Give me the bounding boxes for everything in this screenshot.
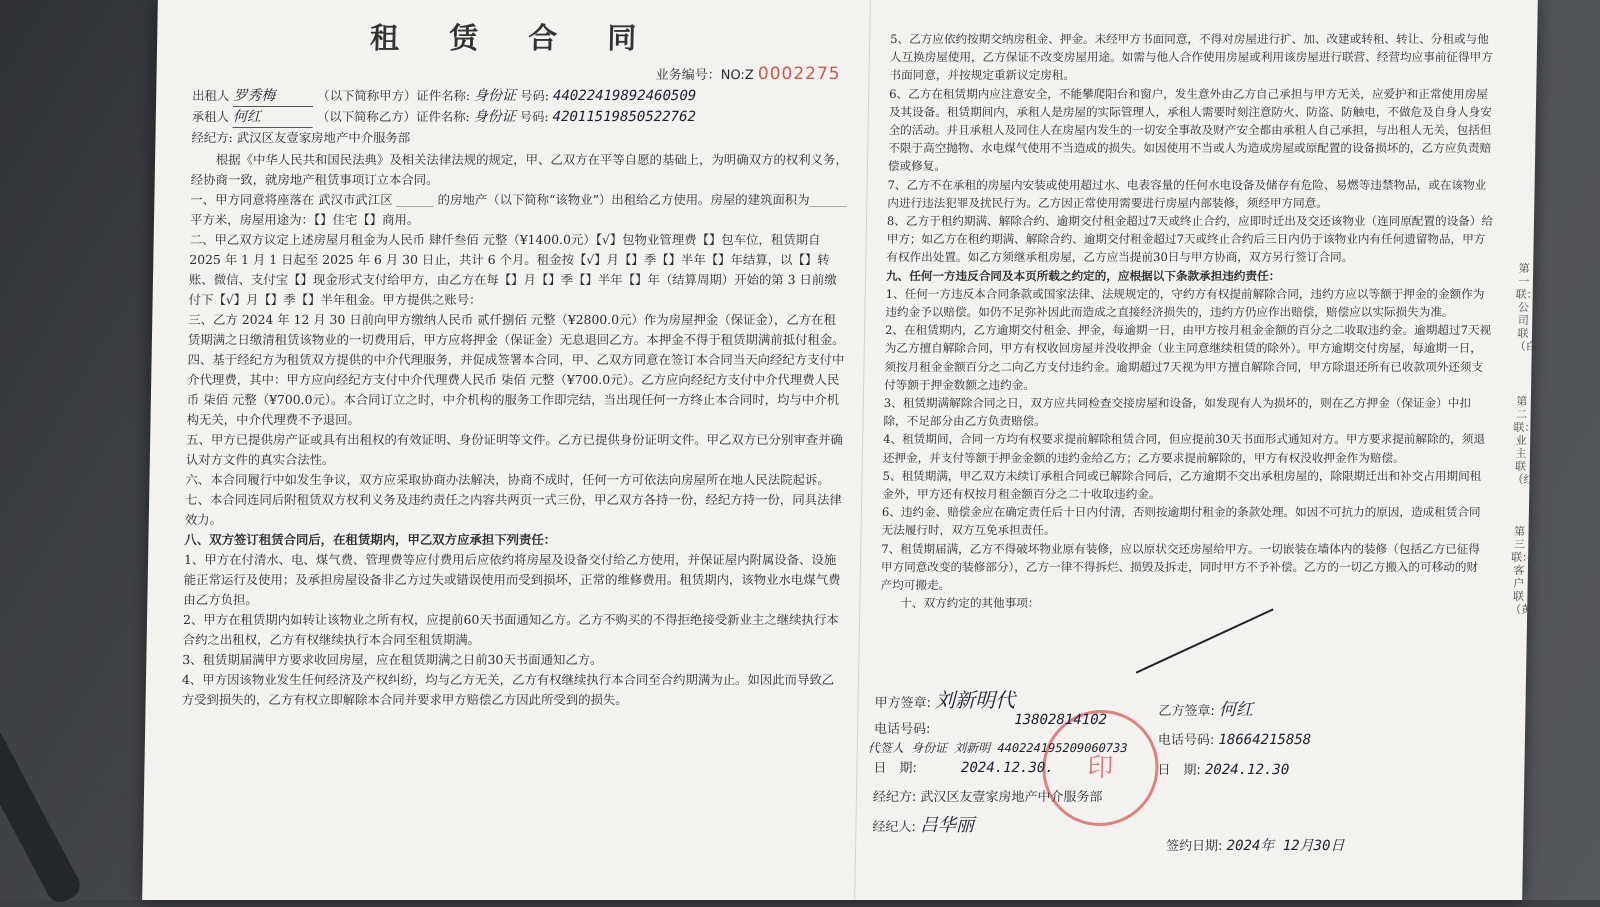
agent-sign-name: 武汉区友壹家房地产中介服务部: [920, 790, 1103, 805]
clause-9-5: 5、租赁期满，甲乙双方未续订承租合同或已解除合同后，乙方逾期不交出承租房屋的，除限期迁出和补交占用期间租金外，甲方还有权按月租金额百分之二十收取违约金。: [882, 468, 1482, 502]
clause-9-3: 3、租赁期满解除合同之日，双方应共同检查交接房屋和设备，如发现有人为损坏的，则在乙方押金（保证金）中扣除，不足部分由乙方负责赔偿。: [883, 396, 1472, 429]
company-stamp: 印: [1041, 710, 1159, 826]
party-a-proxy-note: 代签人 身份证 刘新明 440224195209060733: [867, 741, 1128, 755]
agent-row: [191, 128, 851, 148]
lessor-suffix: （以下简称甲方）证件名称:: [317, 88, 471, 103]
copy-label-3: 第三联：客户联（黄）: [1510, 525, 1544, 616]
contract-title: 租 赁 合 同: [369, 21, 657, 55]
business-number: [656, 64, 841, 84]
party-b-phone-row: [1158, 730, 1312, 751]
clause-2: 二、甲乙双方议定上述房屋月租金为人民币 肆仟叁佰 元整（¥1400.0元）【√】包物业管理费【】包车位，租赁期自 2025 年 1 月 1 日起至 2025 年 6 月 30 日止，共计 6 个月。租金按【√】月【】季【】半年【】年结算，以【】转账、微信、支付宝【】现金形式支付给甲方，由乙方在每【】月【】季【】半年【】年（结算周期）开始的第 3 日前缴付下【√】月【】季【】半年租金。甲方提供之账号：: [188, 232, 837, 307]
clause-9-7: 7、租赁期届满，乙方不得破坏物业原有装修，应以原状交还房屋给甲方。一切嵌装在墙体内的装修（包括乙方已征得甲方同意改变的装修部分），乙方一律不得拆烂、损毁及拆走，同时甲方不予补偿。乙方的一切乙方搬入的可移动的财产均可搬走。: [880, 541, 1481, 593]
clause-10: 十、双方约定的其他事项：: [900, 596, 1040, 611]
lessor-no-label: 号码:: [519, 88, 550, 103]
clause-5: 五、甲方已提供房产证或具有出租权的有效证明、身份证明等文件。乙方已提供身份证明文件。甲乙双方已分别审查并确认对方文件的真实合法性。: [185, 432, 844, 467]
party-a-phone: 13802814102: [1014, 712, 1108, 728]
lessee-no-label: 号码:: [519, 109, 549, 124]
lessee-id: 42011519850522762: [552, 109, 697, 125]
party-b-phone: 18664215858: [1218, 732, 1312, 748]
party-a-date: 2024.12.30.: [960, 760, 1054, 776]
preamble: 根据《中华人民共和国民法典》及相关法律法规的规定，甲、乙双方在平等自愿的基础上，为明确双方的权利义务，经协商一致，就房地产租赁事项订立本合同。: [190, 152, 848, 187]
right-clauses: [880, 30, 1498, 613]
lessee-suffix: （以下简称乙方）证件名称:: [316, 109, 470, 124]
lessor-name: 罗秀梅: [233, 86, 313, 107]
clause-8-6: 6、乙方在租赁期内应注意安全，不能攀爬阳台和窗户，发生意外由乙方自己承担与甲方无关，应爱护和正常使用房屋及其设备。租赁期间内，承租人是房屋的实际管理人，承租人需要时刻注意防火、防盗、防触电，不做危及自身人身安全的活动。并且承租人及同住人在房屋内发生的一切安全事故及财产安全都由承租人自己承担，与出租人无关，包括但不限于高空抛物、水电煤气使用不当造成的损失。如因使用不当或人为造成房屋或原配置的设备损坏的，乙方应负责赔偿或修复。: [887, 86, 1492, 174]
lessor-row: [192, 86, 852, 107]
party-b-signature-row: [1158, 700, 1253, 722]
contract-sheet: [142, 0, 1548, 900]
lessee-id-type: 身份证: [473, 109, 516, 125]
agent-label: 经纪方:: [191, 130, 233, 145]
party-a-signature-row: [874, 690, 1015, 714]
lessee-name: 何红: [233, 107, 313, 128]
clause-8-5: 5、乙方应依约按期交纳房租金、押金。未经甲方书面同意，不得对房屋进行扩、加、改建或转租、转让、分租或与他人互换房屋使用，乙方保证不改变房屋用途。如需与他人合作使用房屋或利用该房屋进行联营、经营均应事前征得甲方书面同意，并按规定重新议定房租。: [889, 32, 1493, 83]
parties-block: [191, 86, 852, 148]
party-b-signature: 何红: [1218, 700, 1254, 720]
copy-label-2: 第二联：业主联（红）: [1512, 395, 1546, 486]
business-number-value: 0002275: [757, 64, 841, 84]
party-a-phone-value: [1014, 710, 1107, 731]
party-a-date-row: [873, 758, 1054, 779]
lessee-row: [192, 107, 852, 128]
party-a-signature: 刘新明代: [934, 688, 1016, 712]
blank-strike-line: [1136, 608, 1274, 673]
party-b-date-row: [1157, 760, 1289, 781]
clause-8-1: 1、甲方在付清水、电、煤气费、管理费等应付费用后应依约将房屋及设备交付给乙方使用，并保证屋内附属设备、设施能正常运行及使用；及承担房屋设备非乙方过失或错误使用而受到损坏，正常的维修费用。租赁期内，该物业水电煤气费由乙方负担。: [183, 552, 841, 607]
lessee-label: 承租人: [191, 109, 230, 124]
agent-signature-row: [873, 788, 1103, 808]
sign-date-row: [1166, 836, 1345, 857]
clause-8-2: 2、甲方在租赁期内如转让该物业之所有权，应提前60天书面通知乙方。乙方不购买的不得拒绝接受新业主之继续执行本合约之出租权，乙方有权继续执行本合同至租赁期满。: [182, 612, 839, 647]
contract-page-left: [142, 0, 870, 900]
party-a-date-label: 日 期:: [873, 761, 917, 776]
party-b-sign-label: 乙方签章:: [1158, 704, 1215, 719]
clause-7: 七、本合同连同后附租赁双方权利义务及违约责任之内容共两页一式三份，甲乙双方各持一份，经纪方持一份，同具法律效力。: [184, 492, 842, 527]
clause-8-heading: 八、双方签订租赁合同后，在租赁期内，甲乙双方应承担下列责任：: [184, 532, 557, 547]
clause-6: 六、本合同履行中如发生争议，双方应采取协商办法解决，协商不成时，任何一方可依法向房屋所在地人民法院起诉。: [185, 472, 830, 487]
party-a-extra-row: [868, 738, 1128, 759]
clause-9-2: 2、在租赁期内，乙方逾期交付租金、押金，每逾期一日，由甲方按月租金金额的百分之二收取违约金。逾期超过7天视为乙方擅自解除合同，甲方有权收回房屋并没收押金（业主同意继续租赁的除外）。甲方逾期交付房屋，每逾期一日，须按月租金金额百分之二向乙方支付违约金。逾期超过7天视为甲方擅自解除合同，甲方除退还所有已收款项外还须支付等额于押金数额之违约金。: [884, 323, 1492, 392]
clause-9-heading: 九、任何一方违反合同及本页所载之约定的，应根据以下条款承担违约责任：: [885, 268, 1281, 283]
clause-9-4: 4、租赁期间，合同一方均有权要求提前解除租赁合同，但应提前30天书面形式通知对方。甲方要求提前解除的，须退还押金，并支付等额于押金金额的违约金给乙方；乙方要求提前解除的，甲方有权没收押金作为赔偿。: [882, 432, 1486, 465]
clause-4: 四、基于经纪方为租赁双方提供的中介代理服务，并促成签署本合同，甲、乙双方同意在签订本合同当天向经纪方支付中介代理费，其中：甲方应向经纪方支付中介代理费人民币 柒佰 元整（¥700.0元）。乙方应向经纪方支付中介代理费人民币 柒佰 元整（¥700.0元）。本合同订立之时，中介机构的服务工作即完结，当出现任何一方终止本合同时，均与中介机构无关，中介代理费不予退回。: [186, 352, 845, 427]
party-a-phone-row: [874, 720, 931, 740]
copy-label-1: 第一联：公司联（白）: [1514, 262, 1548, 353]
party-b-phone-label: 电话号码:: [1157, 733, 1215, 748]
party-b-date: 2024.12.30: [1204, 762, 1290, 778]
clause-9-6: 6、违约金、赔偿金应在确定责任后十日内付清，否则按逾期付租金的条款处理。如因不可抗力的原因，造成租赁合同无法履行时，双方互免承担责任。: [881, 505, 1481, 538]
left-clauses: [181, 150, 851, 710]
sign-date-label: 签约日期:: [1165, 839, 1223, 854]
clause-8-3: 3、租赁期届满甲方要求收回房屋，应在租赁期满之日前30天书面通知乙方。: [182, 652, 603, 667]
broker-label: 经纪人:: [872, 820, 916, 835]
party-a-phone-label: 电话号码:: [873, 722, 931, 737]
agent-name: 武汉区友壹家房地产中介服务部: [236, 130, 411, 145]
clause-8-7: 7、乙方不在承租的房屋内安装或使用超过水、电表容量的任何水电设备及储存有危险、易燃等违禁物品，或在该物业内进行违法犯罪及扰民行为。乙方因正常使用需要进行房屋内部装修，须经甲方同意。: [887, 177, 1487, 210]
business-number-label: 业务编号：NO:Z: [655, 68, 754, 83]
lessor-label: 出租人: [192, 88, 230, 103]
broker-row: [872, 816, 974, 838]
contract-page-right: [854, 0, 1548, 900]
agent-sign-label: 经纪方:: [872, 790, 917, 805]
clause-9-1: 1、任何一方违反本合同条款或国家法律、法规规定的，守约方有权提前解除合同，违约方应以等额于押金的金额作为违约金予以赔偿。如仍不足弥补因此而造成之直接经济损失的，违约方仍应作出赔偿，赔偿应以实际损失为准。: [885, 286, 1485, 320]
lessor-id: 44022419892460509: [552, 88, 697, 104]
clause-8-4: 4、甲方因该物业发生任何经济及产权纠纷，均与乙方无关，乙方有权继续执行本合同至合约期满为止。如因此而导致乙方受到损失的，乙方有权立即解除本合同并要求甲方赔偿乙方因此所受到的损失。: [181, 672, 835, 707]
broker-signature: 吕华丽: [919, 815, 975, 836]
party-a-sign-label: 甲方签章:: [874, 696, 932, 711]
clause-3: 三、乙方 2024 年 12 月 30 日前向甲方缴纳人民币 贰仟捌佰 元整（¥2800.0元）作为房屋押金（保证金），乙方在租赁期满之日缴清租赁该物业的一切费用后，甲方应将押金（保证金）无息退回乙方。本押金不得于租赁期满前抵付租金。: [187, 312, 845, 347]
clause-8-8: 8、乙方于租约期满、解除合约、逾期交付租金超过7天或终止合约，应即时迁出及交还该物业（连同原配置的设备）给甲方；如乙方在租约期满、解除合约、逾期交付租金超过7天或终止合约后三日内仍于该物业内有任何遗留物品，甲方有权作出处置。如乙方须继承租房屋，乙方应当提前30日与甲方协商，双方另行签订合同。: [886, 214, 1494, 265]
sign-date: 2024年 12月30日: [1226, 838, 1345, 854]
party-b-date-label: 日 期:: [1157, 763, 1201, 778]
clause-1: 一、甲方同意将座落在 武汉市武江区 ______ 的房地产（以下简称“该物业”）出租给乙方使用。房屋的建筑面积为______平方米，房屋用途为：【】住宅【】商用。: [189, 192, 847, 227]
lessor-id-type: 身份证: [473, 88, 517, 104]
